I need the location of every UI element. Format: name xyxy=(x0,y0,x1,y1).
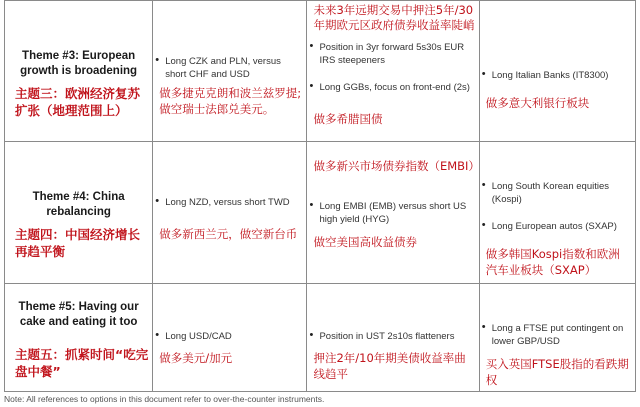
theme-cell xyxy=(5,284,153,392)
rates-cell xyxy=(307,1,479,142)
theme-cell xyxy=(5,1,153,142)
equity-cell xyxy=(479,142,635,284)
fx-cell xyxy=(153,142,307,284)
equity-cell xyxy=(479,1,635,142)
equity-trade-zh: 做多意大利银行板块 xyxy=(485,96,590,110)
rates-trade-zh: 做空美国高收益债券 xyxy=(313,235,417,249)
equity-trade-zh: 做多韩国Kospi指数和欧洲汽车业板块（SXAP） xyxy=(485,247,620,277)
table-row xyxy=(5,284,636,392)
table-row xyxy=(5,1,636,142)
theme-title-en: Theme #3: European growth is broadening xyxy=(20,50,138,77)
equity-cell xyxy=(479,284,635,392)
rates-trade-bullet: • Long GGBs, focus on front-end (2s) xyxy=(319,81,472,94)
theme-title-zh: 主题四：中国经济增长再趋平衡 xyxy=(15,227,141,259)
rates-trade-zh: 做多希腊国债 xyxy=(313,112,383,126)
fx-trade-zh: 做多捷克克朗和波兰兹罗提;做空瑞士法郎兑美元。 xyxy=(159,86,302,116)
equity-trade-bullet: • Long Italian Banks (IT8300) xyxy=(492,69,629,82)
theme-title-zh: 主题三：欧洲经济复苏扩张（地理范围上） xyxy=(15,86,141,118)
theme-title-en: Theme #4: China rebalancing xyxy=(32,191,125,218)
fx-cell xyxy=(153,284,307,392)
trade-ideas-table xyxy=(4,0,636,392)
rates-trade-bullet: • Long EMBI (EMB) versus short US high yield (HYG) xyxy=(319,200,472,226)
rates-trade-zh-top: 做多新兴市场债券指数（EMBI） xyxy=(313,159,480,173)
equity-trade-bullet: • Long a FTSE put contingent on lower GBP/USD xyxy=(492,322,629,348)
fx-trade-zh: 做多美元/加元 xyxy=(159,351,233,365)
rates-trade-bullet: • Position in UST 2s10s flatteners xyxy=(319,330,472,343)
rates-trade-zh-top: 未来3年远期交易中押注5年/30年期欧元区政府债券收益率陡峭 xyxy=(313,3,475,32)
equity-trade-bullet: • Long European autos (SXAP) xyxy=(492,220,629,233)
table-row xyxy=(5,142,636,284)
rates-cell xyxy=(307,284,479,392)
theme-cell xyxy=(5,142,153,284)
rates-cell xyxy=(307,142,479,284)
equity-trade-zh: 买入英国FTSE股指的看跌期权 xyxy=(485,357,629,387)
fx-trade-bullet: • Long USD/CAD xyxy=(165,330,300,343)
rates-trade-bullet: • Position in 3yr forward 5s30s EUR IRS steepeners xyxy=(319,41,472,67)
fx-trade-zh: 做多新西兰元，做空新台币 xyxy=(159,227,298,241)
footnote: Note: All references to options in this document refer to over-the-counter instruments. xyxy=(4,394,325,404)
theme-title-en: Theme #5: Having our cake and eating it too xyxy=(18,301,139,328)
rates-trade-zh: 押注2年/10年期美债收益率曲线趋平 xyxy=(313,351,466,381)
theme-title-zh: 主题五：抓紧时间“吃完盘中餐” xyxy=(15,347,149,379)
fx-trade-bullet: • Long NZD, versus short TWD xyxy=(165,196,300,209)
fx-cell xyxy=(153,1,307,142)
fx-trade-bullet: • Long CZK and PLN, versus short CHF and USD xyxy=(165,55,300,81)
equity-trade-bullet: • Long South Korean equities (Kospi) xyxy=(492,180,629,206)
